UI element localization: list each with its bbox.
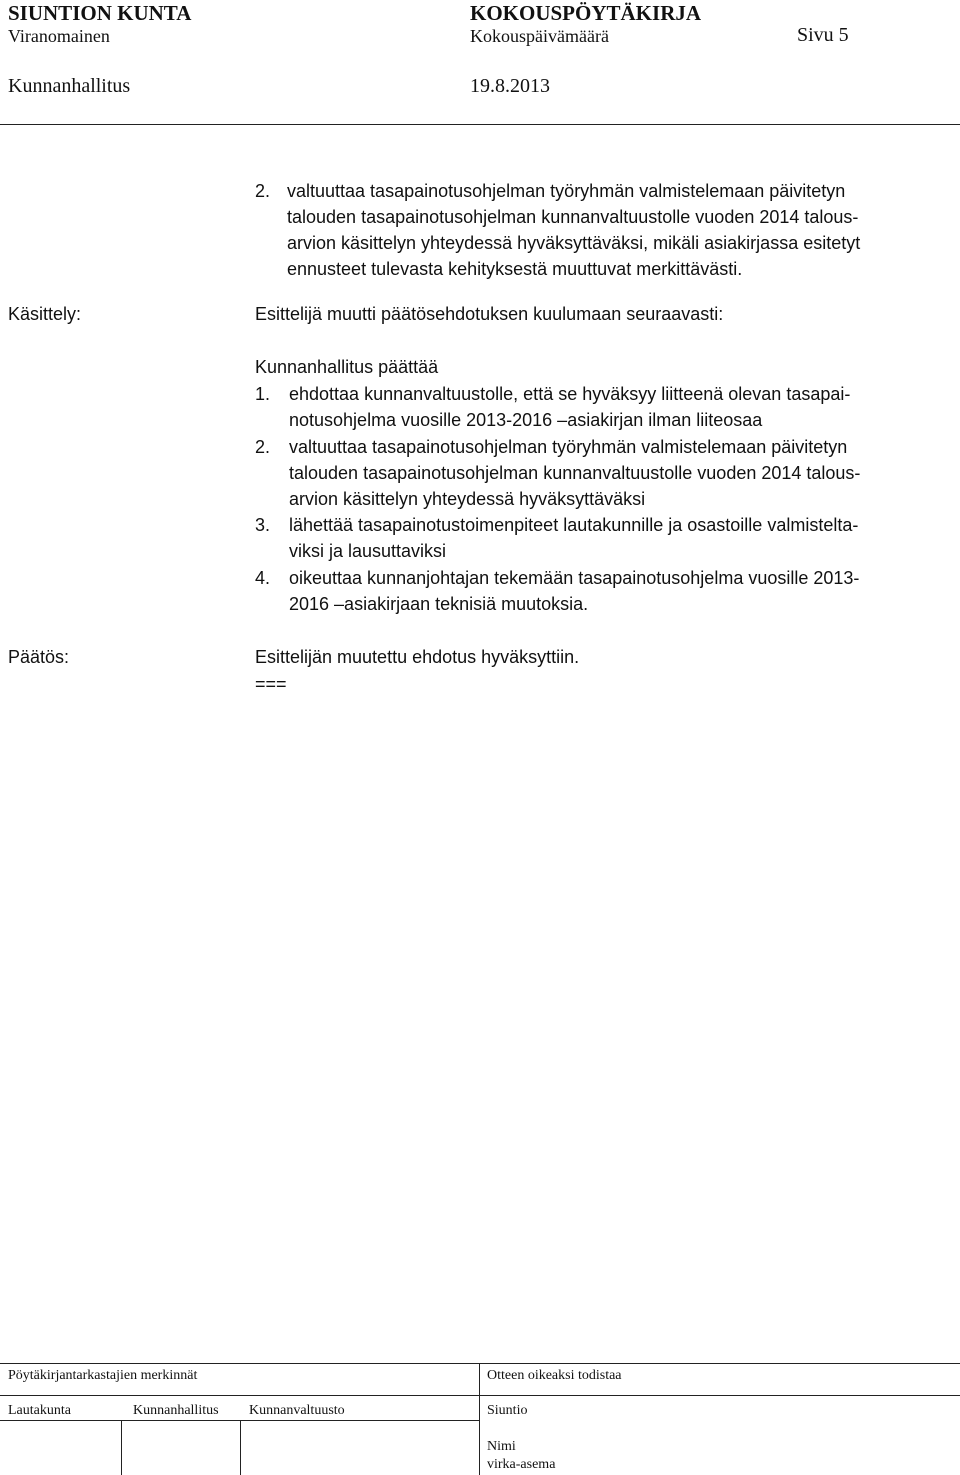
municipal-board-label: Kunnanhallitus bbox=[133, 1403, 219, 1418]
intro-item-line: valtuuttaa tasapainotusohjelman työryhmän valmistelemaan päivitetyn bbox=[287, 181, 846, 201]
decision-item-line: arvion käsittelyn yhteydessä hyväksyttäväksi bbox=[289, 489, 646, 509]
footer-col-divider-1 bbox=[121, 1420, 122, 1475]
footer-row-rule-right bbox=[479, 1395, 960, 1396]
decision-item-line: notusohjelma vuosille 2013-2016 –asiakirjan ilman liiteosaa bbox=[289, 410, 763, 430]
decision-item-line: lähettää tasapainotustoimenpiteet lautakunnille ja osastoille valmistelta- bbox=[289, 515, 859, 535]
council-label: Kunnanvaltuusto bbox=[249, 1403, 345, 1418]
processing-label: Käsittely: bbox=[8, 304, 82, 324]
decision-item-number: 3. bbox=[255, 515, 271, 535]
footer-col-divider-2 bbox=[240, 1420, 241, 1475]
decision-item-1 bbox=[289, 381, 850, 433]
place-label: Siuntio bbox=[487, 1403, 528, 1418]
authority-label: Viranomainen bbox=[8, 26, 110, 46]
footer-center-divider bbox=[479, 1363, 480, 1475]
municipality-name: SIUNTION KUNTA bbox=[8, 1, 192, 25]
decision-item-3 bbox=[289, 512, 858, 564]
position-label: virka-asema bbox=[487, 1457, 556, 1472]
decision-item-line: viksi ja lausuttaviksi bbox=[289, 541, 447, 561]
decision-intro: Kunnanhallitus päättää bbox=[255, 357, 439, 377]
header-divider bbox=[0, 124, 960, 125]
decision-item-line: oikeuttaa kunnanjohtajan tekemään tasapainotusohjelma vuosille 2013- bbox=[289, 568, 860, 588]
footer-top-rule bbox=[0, 1363, 960, 1364]
name-label: Nimi bbox=[487, 1439, 516, 1454]
authority-name: Kunnanhallitus bbox=[8, 75, 131, 97]
decision-item-line: ehdottaa kunnanvaltuustolle, että se hyväksyy liitteenä olevan tasapai- bbox=[289, 384, 851, 404]
decision-item-number: 4. bbox=[255, 568, 271, 588]
end-mark: === bbox=[255, 674, 287, 694]
intro-item-line: ennusteet tulevasta kehityksestä muuttuvat merkittävästi. bbox=[287, 259, 743, 279]
document-type: KOKOUSPÖYTÄKIRJA bbox=[470, 1, 702, 25]
decision-label: Päätös: bbox=[8, 647, 70, 667]
intro-item-line: talouden tasapainotusohjelman kunnanvaltuustolle vuoden 2014 talous- bbox=[287, 207, 859, 227]
decision-item-2 bbox=[289, 434, 860, 512]
decision-item-line: 2016 –asiakirjaan teknisiä muutoksia. bbox=[289, 594, 589, 614]
decision-item-number: 1. bbox=[255, 384, 271, 404]
page-number: Sivu 5 bbox=[797, 24, 849, 46]
intro-item-line: arvion käsittelyn yhteydessä hyväksyttäväksi, mikäli asiakirjassa esitetyt bbox=[287, 233, 861, 253]
decision-item-4 bbox=[289, 565, 859, 617]
decision-text: Esittelijän muutettu ehdotus hyväksyttiin. bbox=[255, 647, 580, 667]
meeting-date: 19.8.2013 bbox=[470, 75, 550, 97]
certified-label: Otteen oikeaksi todistaa bbox=[487, 1368, 622, 1383]
intro-item-number: 2. bbox=[255, 181, 271, 201]
decision-item-number: 2. bbox=[255, 437, 271, 457]
board-label: Lautakunta bbox=[8, 1403, 71, 1418]
intro-item bbox=[287, 178, 860, 282]
decision-item-line: valtuuttaa tasapainotusohjelman työryhmän valmistelemaan päivitetyn bbox=[289, 437, 848, 457]
meeting-date-label: Kokouspäivämäärä bbox=[470, 26, 609, 46]
processing-text: Esittelijä muutti päätösehdotuksen kuulumaan seuraavasti: bbox=[255, 304, 724, 324]
checkers-label: Pöytäkirjantarkastajien merkinnät bbox=[8, 1368, 198, 1383]
decision-item-line: talouden tasapainotusohjelman kunnanvaltuustolle vuoden 2014 talous- bbox=[289, 463, 861, 483]
footer-row-rule bbox=[0, 1395, 479, 1396]
